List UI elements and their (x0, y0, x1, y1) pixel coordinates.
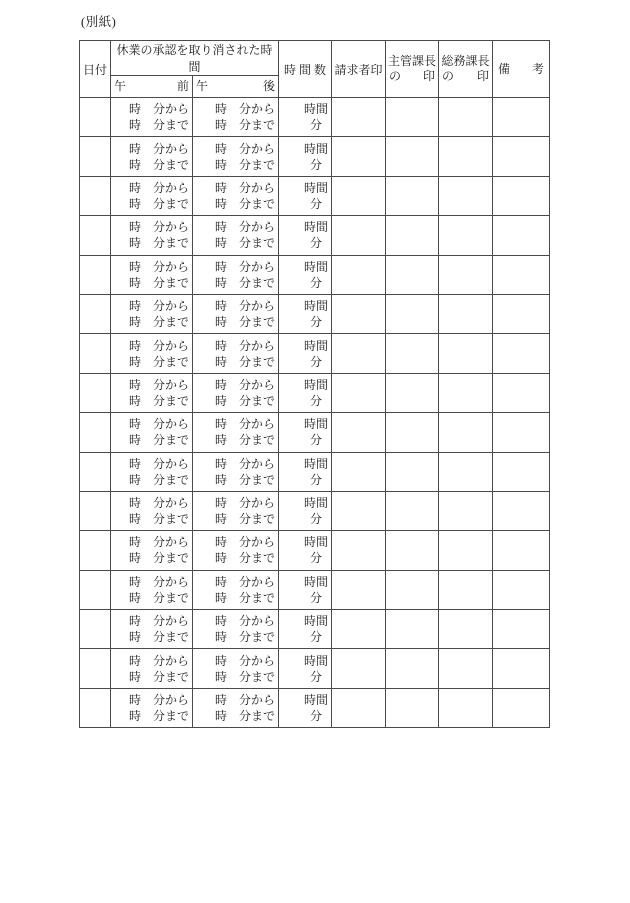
hours-cell: 時間 分 (279, 334, 332, 373)
general-affairs-seal-cell (439, 688, 493, 727)
claimant-seal-cell (332, 176, 386, 215)
pm-time-cell: 時 分から 時 分まで (193, 294, 279, 333)
claimant-seal-cell (332, 688, 386, 727)
hours-cell: 時間 分 (279, 452, 332, 491)
remarks-cell (493, 413, 550, 452)
hours-cell: 時間 分 (279, 255, 332, 294)
remarks-cell (493, 216, 550, 255)
date-cell (80, 491, 111, 530)
hours-cell: 時間 分 (279, 373, 332, 412)
pm-time-cell: 時 分から 時 分まで (193, 216, 279, 255)
am-time-cell: 時 分から 時 分まで (111, 452, 193, 491)
general-affairs-seal-line2: の 印 (442, 69, 489, 83)
chief-seal-cell (386, 452, 439, 491)
claimant-seal-cell (332, 137, 386, 176)
header-pm: 午 後 (193, 76, 279, 98)
table-body (80, 98, 550, 728)
general-affairs-seal-cell (439, 649, 493, 688)
general-affairs-seal-cell (439, 531, 493, 570)
claimant-seal-cell (332, 413, 386, 452)
date-cell (80, 452, 111, 491)
claimant-seal-cell (332, 531, 386, 570)
hours-cell: 時間 分 (279, 531, 332, 570)
remarks-cell (493, 688, 550, 727)
table-row (80, 137, 550, 176)
pm-time-cell: 時 分から 時 分まで (193, 255, 279, 294)
am-time-cell: 時 分から 時 分まで (111, 491, 193, 530)
pm-time-cell: 時 分から 時 分まで (193, 531, 279, 570)
date-cell (80, 610, 111, 649)
general-affairs-seal-cell (439, 452, 493, 491)
chief-seal-cell (386, 570, 439, 609)
chief-seal-cell (386, 491, 439, 530)
date-cell (80, 255, 111, 294)
chief-seal-line2: の 印 (389, 69, 435, 83)
hours-cell: 時間 分 (279, 413, 332, 452)
hours-cell: 時間 分 (279, 176, 332, 215)
table-row (80, 531, 550, 570)
pm-time-cell: 時 分から 時 分まで (193, 373, 279, 412)
am-time-cell: 時 分から 時 分まで (111, 255, 193, 294)
remarks-cell (493, 255, 550, 294)
table-row (80, 334, 550, 373)
chief-seal-cell (386, 334, 439, 373)
date-cell (80, 531, 111, 570)
general-affairs-seal-cell (439, 610, 493, 649)
chief-seal-cell (386, 610, 439, 649)
pm-time-cell: 時 分から 時 分まで (193, 137, 279, 176)
header-general-affairs-seal (439, 41, 493, 98)
hours-cell: 時間 分 (279, 688, 332, 727)
chief-seal-cell (386, 216, 439, 255)
date-cell (80, 649, 111, 688)
table-row (80, 216, 550, 255)
pm-time-cell: 時 分から 時 分まで (193, 413, 279, 452)
date-cell (80, 688, 111, 727)
pm-time-cell: 時 分から 時 分まで (193, 688, 279, 727)
table-row (80, 610, 550, 649)
table-row (80, 255, 550, 294)
claimant-seal-cell (332, 570, 386, 609)
pm-time-cell: 時 分から 時 分まで (193, 98, 279, 137)
chief-seal-cell (386, 294, 439, 333)
remarks-cell (493, 334, 550, 373)
hours-cell: 時間 分 (279, 137, 332, 176)
hours-cell: 時間 分 (279, 649, 332, 688)
am-time-cell: 時 分から 時 分まで (111, 610, 193, 649)
am-time-cell: 時 分から 時 分まで (111, 98, 193, 137)
general-affairs-seal-cell (439, 137, 493, 176)
attachment-note: (別紙) (81, 15, 117, 29)
remarks-cell (493, 137, 550, 176)
remarks-cell (493, 570, 550, 609)
remarks-cell (493, 531, 550, 570)
general-affairs-seal-cell (439, 98, 493, 137)
am-time-cell: 時 分から 時 分まで (111, 294, 193, 333)
remarks-cell (493, 176, 550, 215)
date-cell (80, 334, 111, 373)
table-row (80, 373, 550, 412)
header-canceled-time: 休業の承認を取り消された時間 (111, 41, 279, 76)
claimant-seal-cell (332, 98, 386, 137)
chief-seal-cell (386, 255, 439, 294)
pm-time-cell: 時 分から 時 分まで (193, 334, 279, 373)
date-cell (80, 98, 111, 137)
date-cell (80, 137, 111, 176)
table-row (80, 649, 550, 688)
header-hours: 時 間 数 (279, 41, 332, 98)
hours-cell: 時間 分 (279, 216, 332, 255)
chief-seal-cell (386, 176, 439, 215)
table-row (80, 491, 550, 530)
general-affairs-seal-cell (439, 570, 493, 609)
claimant-seal-cell (332, 216, 386, 255)
remarks-cell (493, 491, 550, 530)
remarks-cell (493, 452, 550, 491)
table-row (80, 98, 550, 137)
pm-time-cell: 時 分から 時 分まで (193, 610, 279, 649)
chief-seal-cell (386, 98, 439, 137)
general-affairs-seal-cell (439, 334, 493, 373)
chief-seal-cell (386, 137, 439, 176)
date-cell (80, 176, 111, 215)
chief-seal-cell (386, 413, 439, 452)
general-affairs-seal-cell (439, 216, 493, 255)
date-cell (80, 373, 111, 412)
pm-time-cell: 時 分から 時 分まで (193, 649, 279, 688)
general-affairs-seal-cell (439, 294, 493, 333)
am-time-cell: 時 分から 時 分まで (111, 373, 193, 412)
hours-cell: 時間 分 (279, 491, 332, 530)
chief-seal-cell (386, 688, 439, 727)
claimant-seal-cell (332, 294, 386, 333)
remarks-cell (493, 98, 550, 137)
date-cell (80, 413, 111, 452)
table-row (80, 452, 550, 491)
am-time-cell: 時 分から 時 分まで (111, 216, 193, 255)
remarks-cell (493, 610, 550, 649)
chief-seal-cell (386, 531, 439, 570)
am-time-cell: 時 分から 時 分まで (111, 334, 193, 373)
table-row (80, 176, 550, 215)
table-row (80, 688, 550, 727)
general-affairs-seal-cell (439, 373, 493, 412)
header-claimant-seal: 請求者印 (332, 41, 386, 98)
hours-cell: 時間 分 (279, 98, 332, 137)
hours-cell: 時間 分 (279, 294, 332, 333)
date-cell (80, 216, 111, 255)
claimant-seal-cell (332, 491, 386, 530)
claimant-seal-cell (332, 649, 386, 688)
leave-cancellation-time-table (79, 40, 550, 728)
hours-cell: 時間 分 (279, 570, 332, 609)
general-affairs-seal-line1: 総務課長 (441, 54, 490, 68)
pm-time-cell: 時 分から 時 分まで (193, 570, 279, 609)
table-row (80, 294, 550, 333)
header-remarks: 備 考 (493, 41, 550, 98)
chief-seal-cell (386, 373, 439, 412)
table-header (80, 41, 550, 98)
date-cell (80, 570, 111, 609)
claimant-seal-cell (332, 452, 386, 491)
remarks-cell (493, 649, 550, 688)
table-row (80, 570, 550, 609)
header-am: 午 前 (111, 76, 193, 98)
pm-time-cell: 時 分から 時 分まで (193, 491, 279, 530)
am-time-cell: 時 分から 時 分まで (111, 137, 193, 176)
general-affairs-seal-cell (439, 491, 493, 530)
date-cell (80, 294, 111, 333)
claimant-seal-cell (332, 610, 386, 649)
remarks-cell (493, 294, 550, 333)
am-time-cell: 時 分から 時 分まで (111, 570, 193, 609)
claimant-seal-cell (332, 255, 386, 294)
am-time-cell: 時 分から 時 分まで (111, 688, 193, 727)
am-time-cell: 時 分から 時 分まで (111, 413, 193, 452)
table-row (80, 413, 550, 452)
am-time-cell: 時 分から 時 分まで (111, 531, 193, 570)
claimant-seal-cell (332, 334, 386, 373)
pm-time-cell: 時 分から 時 分まで (193, 452, 279, 491)
general-affairs-seal-cell (439, 176, 493, 215)
general-affairs-seal-cell (439, 413, 493, 452)
pm-time-cell: 時 分から 時 分まで (193, 176, 279, 215)
hours-cell: 時間 分 (279, 610, 332, 649)
claimant-seal-cell (332, 373, 386, 412)
general-affairs-seal-cell (439, 255, 493, 294)
remarks-cell (493, 373, 550, 412)
am-time-cell: 時 分から 時 分まで (111, 649, 193, 688)
chief-seal-line1: 主管課長 (387, 54, 436, 68)
header-date: 日付 (80, 41, 111, 98)
header-chief-seal (386, 41, 439, 98)
chief-seal-cell (386, 649, 439, 688)
am-time-cell: 時 分から 時 分まで (111, 176, 193, 215)
